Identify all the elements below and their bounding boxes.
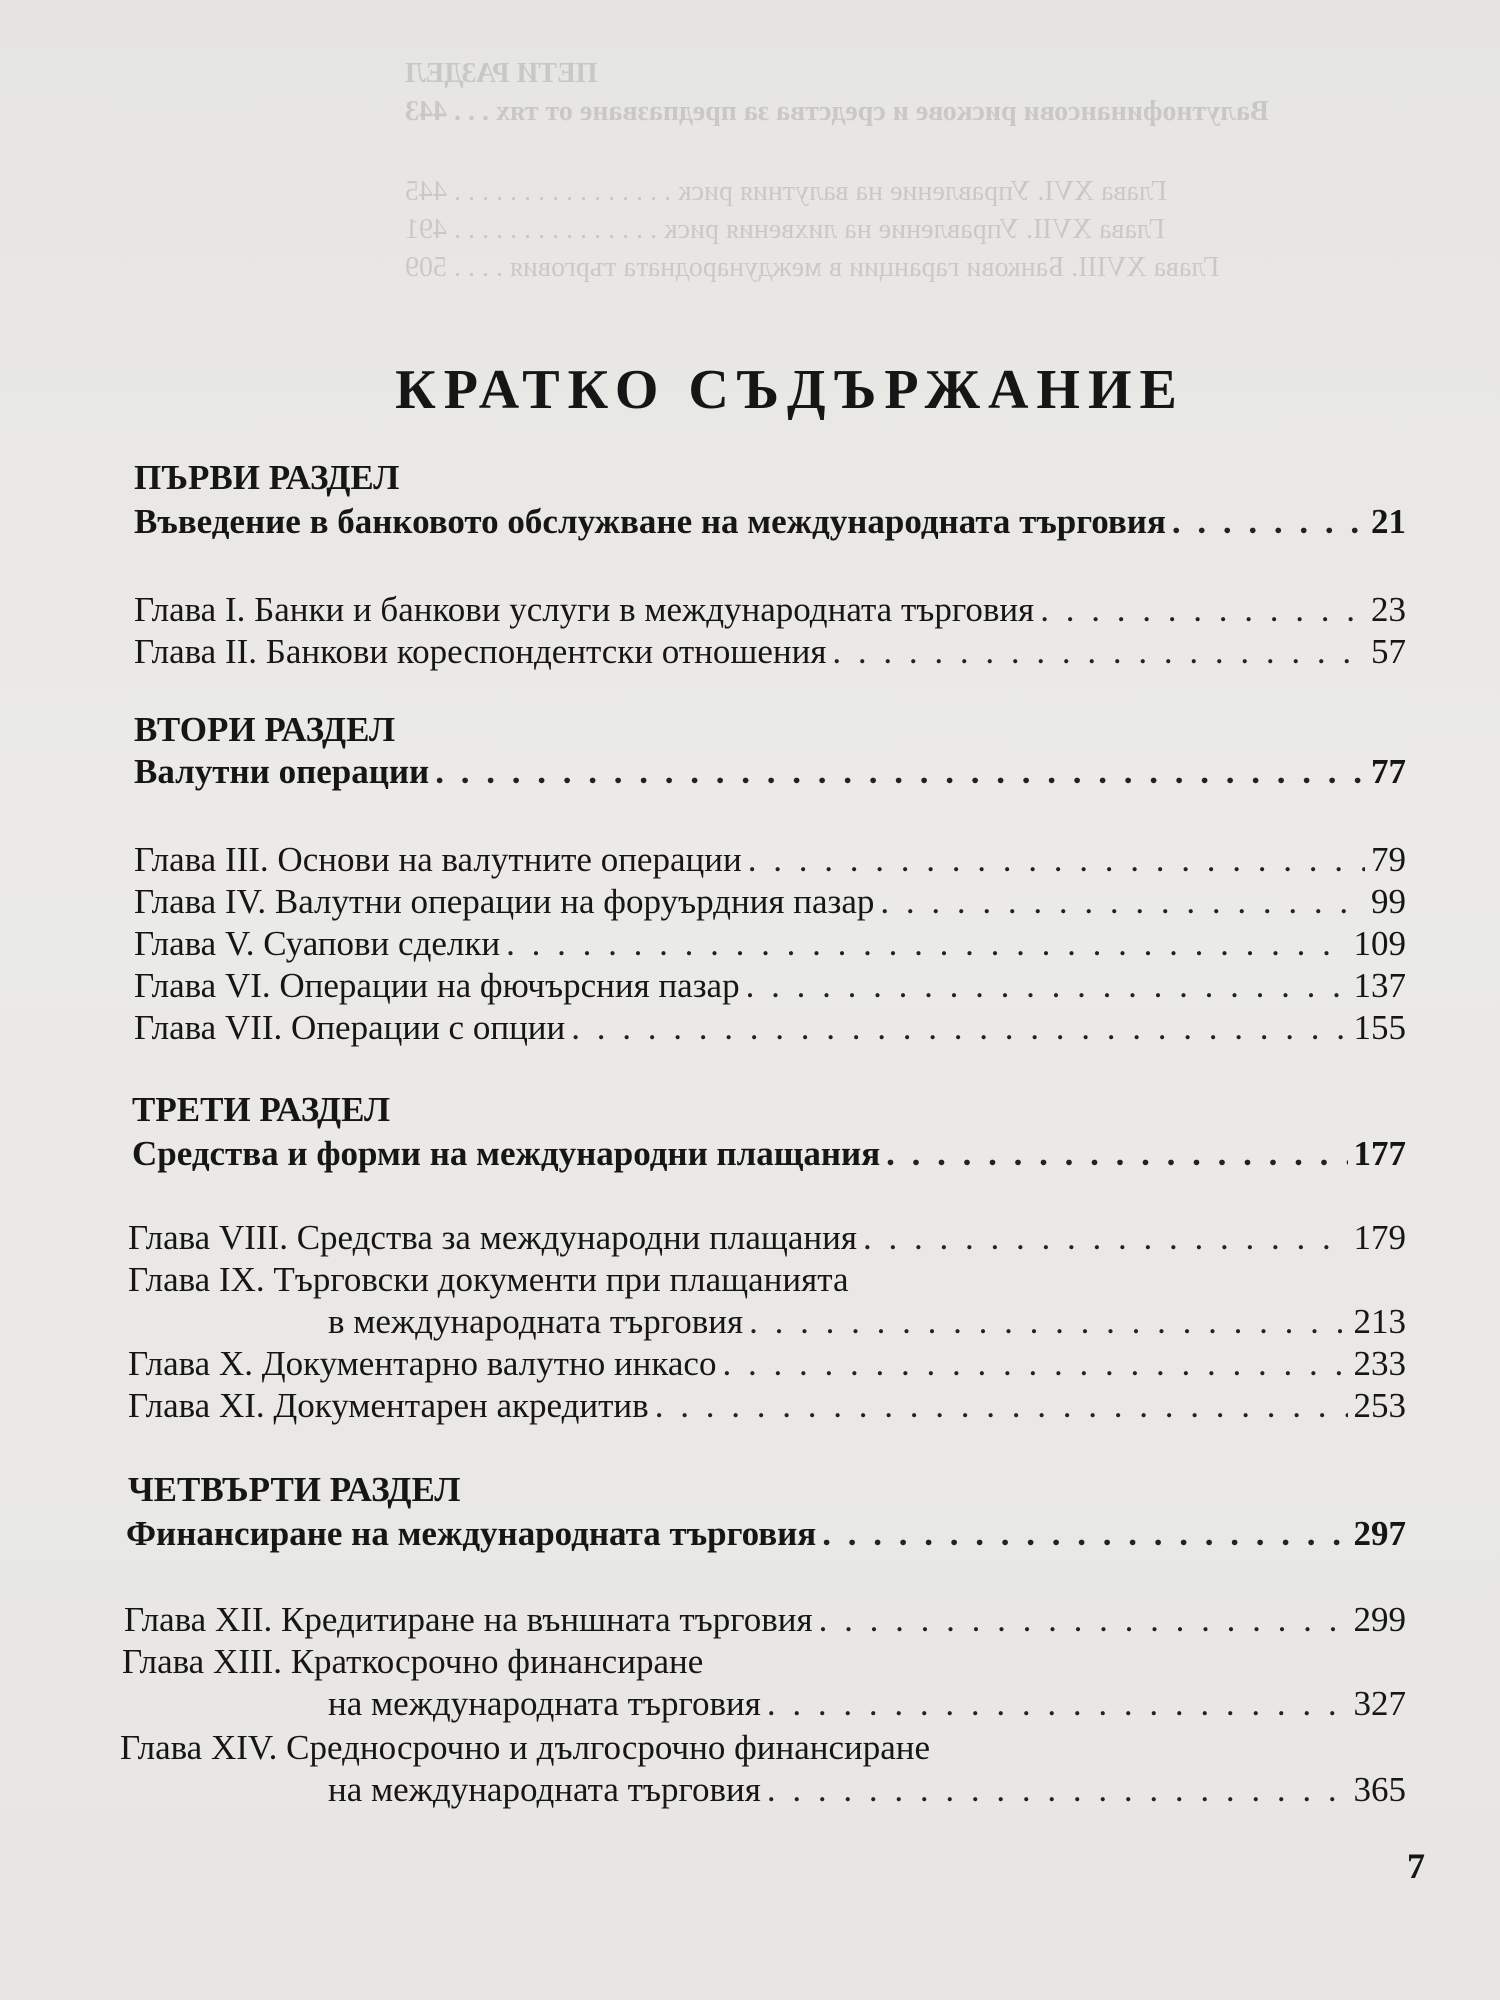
chapter-row [134, 966, 1406, 1010]
section-heading: ЧЕТВЪРТИ РАЗДЕЛ [128, 1470, 461, 1509]
chapter-row [134, 590, 1406, 634]
chapter-label: Глава V. Суапови сделки [134, 924, 501, 963]
section-subtitle: Въведение в банковото обслужване на международната търговия [134, 502, 1166, 541]
bleed-line: Валутнофинансови рискове и средства за предпазване от тях . . . 443 [405, 96, 1269, 127]
chapter-label-continued: на международната търговия [328, 1684, 761, 1723]
page-ref: 297 [1353, 1514, 1406, 1553]
section-heading: ВТОРИ РАЗДЕЛ [134, 710, 396, 749]
page-ref: 233 [1353, 1344, 1406, 1383]
leader-dots [880, 882, 1365, 922]
chapter-row [124, 1600, 1406, 1644]
page-ref: 179 [1353, 1218, 1406, 1257]
chapter-label-continued: на международната търговия [328, 1770, 761, 1809]
leader-dots [832, 632, 1365, 672]
chapter-row [134, 924, 1406, 968]
chapter-label: Глава X. Документарно валутно инкасо [128, 1344, 717, 1383]
bleed-line: Глава XVI. Управление на валутния риск . . . . . . . . . . . . . . . . 445 [405, 176, 1167, 207]
page-ref: 299 [1353, 1600, 1406, 1639]
chapter-label: Глава XIV. Средносрочно и дългосрочно финансиране [120, 1728, 931, 1767]
chapter-label: Глава IX. Търговски документи при плащанията [128, 1260, 849, 1299]
page-title: КРАТКО СЪДЪРЖАНИЕ [395, 359, 1185, 421]
page-ref: 155 [1353, 1008, 1406, 1047]
leader-dots [1172, 502, 1365, 542]
chapter-row [128, 1344, 1406, 1388]
leader-dots [571, 1008, 1347, 1048]
bleed-line: ПЕТИ РАЗДЕЛ [405, 58, 598, 89]
section-subtitle-row [132, 1134, 1406, 1178]
chapter-row [328, 1302, 1406, 1346]
page-ref: 21 [1371, 502, 1406, 541]
page-ref: 79 [1371, 840, 1406, 879]
section-heading: ТРЕТИ РАЗДЕЛ [132, 1090, 391, 1129]
section-subtitle: Финансиране на международната търговия [126, 1514, 817, 1553]
page-ref: 253 [1353, 1386, 1406, 1425]
page-ref: 77 [1371, 752, 1406, 791]
chapter-row [128, 1218, 1406, 1262]
section-subtitle-row [126, 1514, 1406, 1558]
leader-dots [1040, 590, 1365, 630]
chapter-label: Глава III. Основи на валутните операции [134, 840, 742, 879]
chapter-row [128, 1386, 1406, 1430]
chapter-label: Глава VIII. Средства за международни плащания [128, 1218, 857, 1257]
leader-dots [506, 924, 1347, 964]
leader-dots [819, 1600, 1348, 1640]
page-ref: 327 [1353, 1684, 1406, 1723]
leader-dots [722, 1344, 1347, 1384]
chapter-label: Глава II. Банкови кореспондентски отношения [134, 632, 827, 671]
page-ref: 137 [1353, 966, 1406, 1005]
bleed-line: Глава XVIII. Банкови гаранции в международната търговия . . . . 509 [405, 252, 1220, 283]
leader-dots [886, 1134, 1347, 1174]
leader-dots [435, 752, 1365, 792]
page-ref: 57 [1371, 632, 1406, 671]
leader-dots [767, 1770, 1348, 1810]
chapter-label: Глава VII. Операции с опции [134, 1008, 566, 1047]
leader-dots [746, 966, 1348, 1006]
leader-dots [748, 840, 1365, 880]
leader-dots [749, 1302, 1347, 1342]
chapter-row [134, 840, 1406, 884]
page-ref: 213 [1353, 1302, 1406, 1341]
chapter-label: Глава XIII. Краткосрочно финансиране [122, 1642, 704, 1681]
chapter-row [134, 882, 1406, 926]
chapter-row [134, 632, 1406, 676]
chapter-label: Глава IV. Валутни операции на форуърдния пазар [134, 882, 875, 921]
page-ref: 99 [1371, 882, 1406, 921]
leader-dots [767, 1684, 1348, 1724]
chapter-row [328, 1770, 1406, 1814]
page-ref: 23 [1371, 590, 1406, 629]
bleed-through-text [405, 0, 1405, 300]
chapter-label: Глава XII. Кредитиране на външната търговия [124, 1600, 813, 1639]
bleed-line: Глава XVII. Управление на лихвения риск . . . . . . . . . . . . . . . 491 [405, 214, 1165, 245]
page-number: 7 [1407, 1846, 1425, 1886]
chapter-label-continued: в международната търговия [328, 1302, 744, 1341]
chapter-row [134, 1008, 1406, 1052]
leader-dots [655, 1386, 1348, 1426]
section-subtitle: Валутни операции [134, 752, 430, 791]
section-subtitle: Средства и форми на международни плащания [132, 1134, 881, 1173]
page-ref: 177 [1353, 1134, 1406, 1173]
section-heading: ПЪРВИ РАЗДЕЛ [134, 458, 400, 497]
leader-dots [822, 1514, 1347, 1554]
chapter-label: Глава VI. Операции на фючърсния пазар [134, 966, 740, 1005]
page-ref: 109 [1353, 924, 1406, 963]
section-subtitle-row [134, 502, 1406, 546]
chapter-row [328, 1684, 1406, 1728]
page-ref: 365 [1353, 1770, 1406, 1809]
section-subtitle-row [134, 752, 1406, 796]
chapter-label: Глава I. Банки и банкови услуги в международната търговия [134, 590, 1035, 629]
chapter-label: Глава XI. Документарен акредитив [128, 1386, 649, 1425]
leader-dots [863, 1218, 1348, 1258]
